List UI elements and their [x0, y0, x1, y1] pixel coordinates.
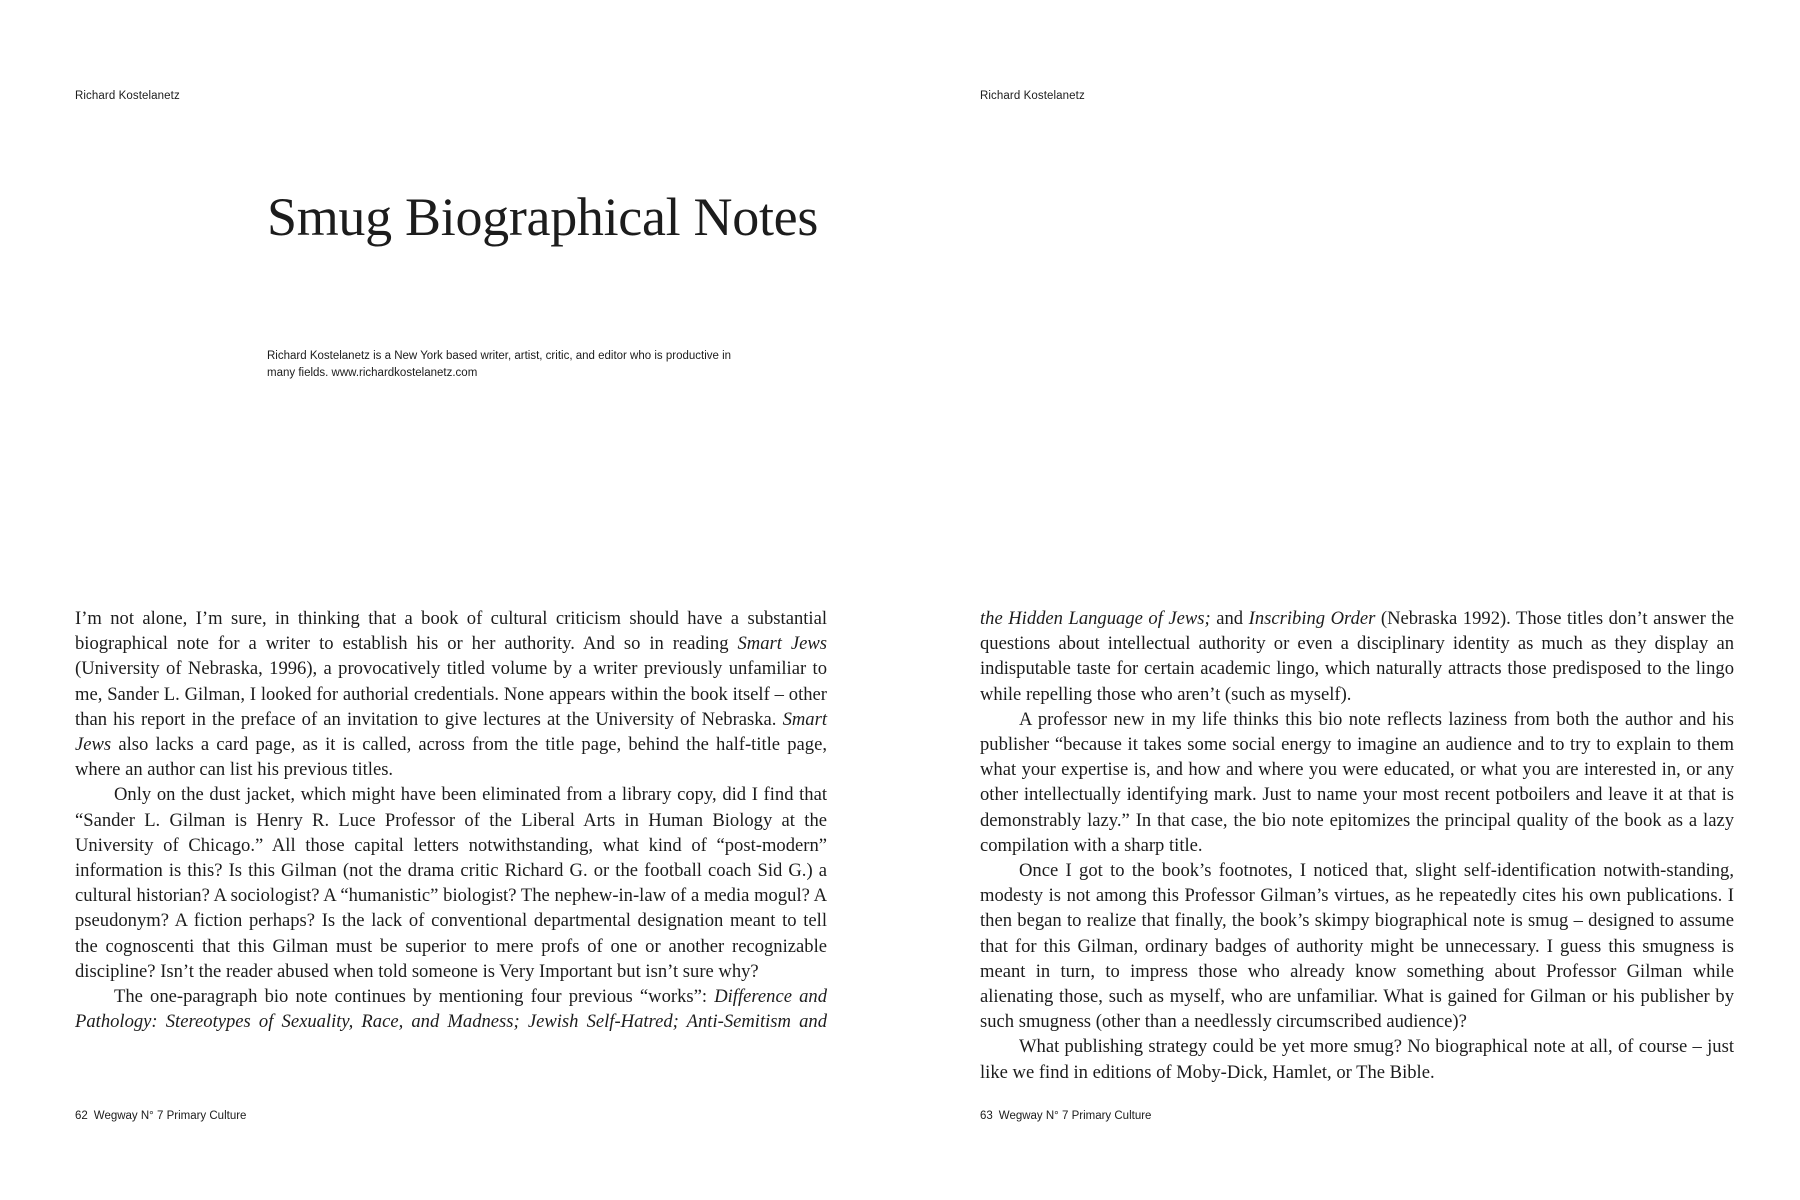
- book-title: Smart Jews: [737, 633, 827, 655]
- paragraph: What publishing strategy could be yet more smug? No biographical note at all, of course – just like we find in editions of Moby-Dick, Hamlet, or The Bible.: [980, 1036, 1734, 1083]
- text-run: I’m not alone, I’m sure, in thinking that a book of cultural criticism should have a substantial biographical note for a writer to establish his or her authority. And so in reading: [75, 608, 827, 655]
- book-title: Inscribing Order: [1248, 608, 1376, 629]
- page-footer: [75, 1110, 252, 1122]
- text-run: and: [1210, 608, 1249, 629]
- paragraph: [980, 606, 1734, 707]
- text-run: (Nebraska 1992). Those titles don’t answer the questions about intellectual authority or even a disciplinary identity as much as they display an indisputable taste for certain academic lingo, which naturally attracts those predisposed to the lingo while repelling those who aren’t (such as myself).: [980, 608, 1734, 705]
- paragraph: A professor new in my life thinks this bio note reflects laziness from both the author and his publisher “because it takes some social energy to imagine an audience and to try to explain to them what your expertise is, and how and where you were educated, or what you are interested in, or any other intellectually identifying mark. Just to name your most recent potboilers and leave it at that is demonstrably lazy.” In that case, the bio note epitomizes the principal quality of the book as a lazy compilation with a sharp title.: [980, 708, 1734, 856]
- paragraph: [75, 606, 827, 782]
- text-run: The one-paragraph bio note continues by mentioning four previous “works”:: [114, 986, 715, 1008]
- book-titles: Difference and Pathology: Stereotypes of Sexuality, Race, and Madness; Jewish Self-Hatred; Anti-Semitism and: [75, 986, 828, 1033]
- book-title: Smart Jews: [75, 708, 827, 756]
- article-title: Smug Biographical Notes: [267, 187, 819, 247]
- page-number: 63: [980, 1110, 993, 1122]
- text-run: also lacks a card page, as it is called, across from the title page, behind the half-title page, where an author can list his previous titles.: [75, 734, 827, 781]
- right-page: [900, 0, 1800, 1200]
- body-text-left: [75, 606, 827, 1034]
- bio-line-1: Richard Kostelanetz is a New York based writer, artist, critic, and editor who is productive in: [267, 350, 732, 362]
- journal-name: Wegway N° 7 Primary Culture: [93, 1110, 247, 1122]
- book-title: the Hidden Language of Jews;: [980, 608, 1211, 629]
- paragraph: Once I got to the book’s footnotes, I noticed that, slight self-identification notwith-standing, modesty is not among this Professor Gilman’s virtues, as he repeatedly cites his own publications. I then began to realize that finally, the book’s skimpy biographical note is smug – designed to assume that for this Gilman, ordinary badges of authority might be unnecessary. I guess this smugness is meant in turn, to impress those who already know something about Professor Gilman while alienating those, such as myself, who are unfamiliar. What is gained for Gilman or his publisher by such smugness (other than a needlessly circumscribed audience)?: [980, 860, 1734, 1033]
- running-head: Richard Kostelanetz: [75, 90, 180, 102]
- paragraph: [75, 984, 827, 1034]
- running-head: Richard Kostelanetz: [980, 90, 1085, 102]
- page-footer: [980, 1110, 1157, 1122]
- page-number: 62: [75, 1110, 88, 1122]
- text-run: (University of Nebraska, 1996), a provocatively titled volume by a writer previously unfamiliar to me, Sander L. Gilman, I looked for authorial credentials. None appears within the book itself – other than his report in the preface of an invitation to give lectures at the University of Nebraska.: [75, 658, 827, 730]
- author-bio: [267, 348, 847, 382]
- bio-line-2: many fields. www.richardkostelanetz.com: [267, 367, 478, 379]
- paragraph: Only on the dust jacket, which might have been eliminated from a library copy, did I find that “Sander L. Gilman is Henry R. Luce Professor of the Liberal Arts in Human Biology at the University of Chicago.” All those capital letters notwithstanding, what kind of “post-modern” information is this? Is this Gilman (not the drama critic Richard G. or the football coach Sid G.) a cultural historian? A sociologist? A “humanistic” biologist? The nephew-in-law of a media mogul? A pseudonym? A fiction perhaps? Is the lack of conventional departmental designation meant to tell the cognoscenti that this Gilman must be superior to mere profs of one or another recognizable discipline? Isn’t the reader abused when told someone is Very Important but isn’t sure why?: [75, 784, 827, 982]
- body-text-right: [980, 606, 1734, 1085]
- journal-name: Wegway N° 7 Primary Culture: [998, 1110, 1152, 1122]
